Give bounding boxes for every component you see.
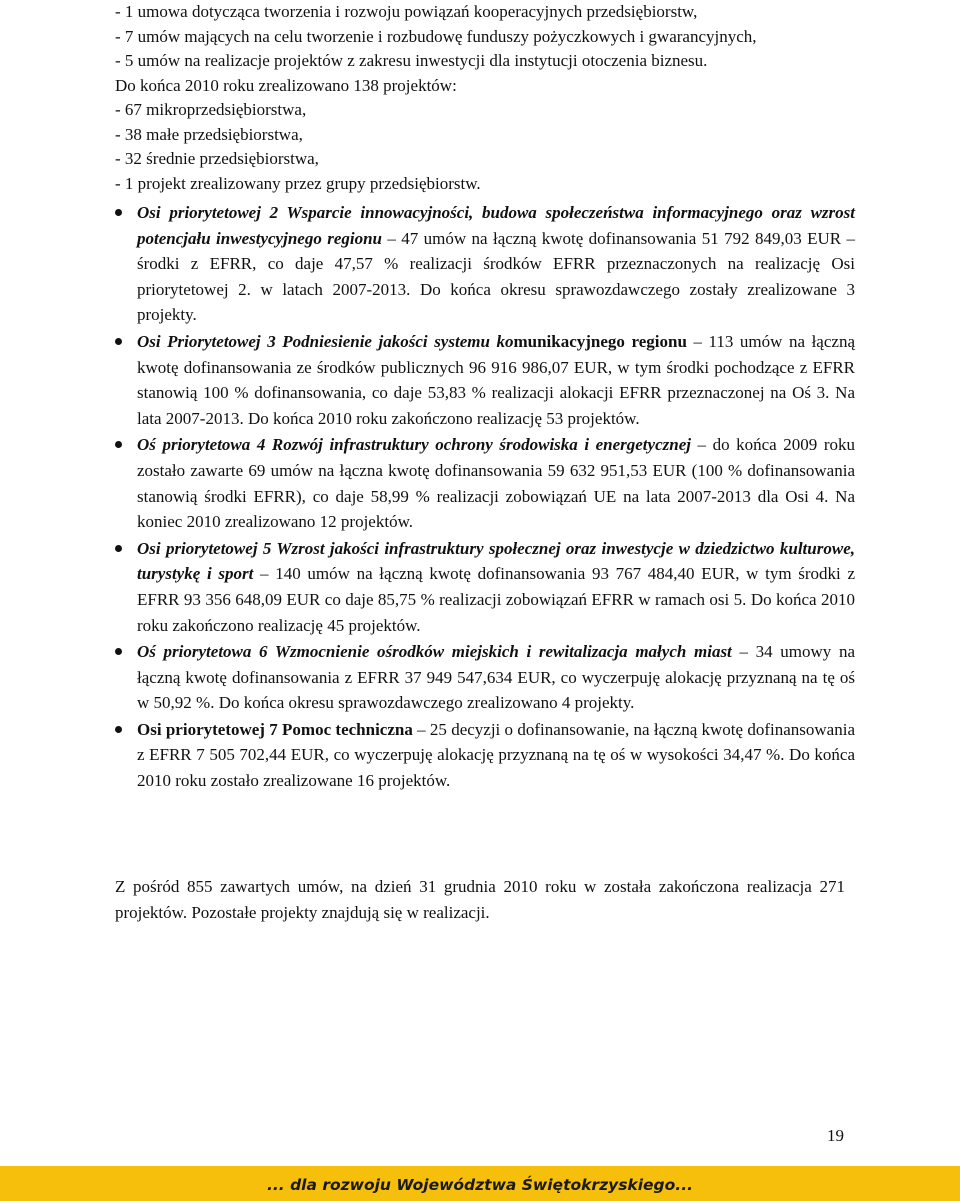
intro-line: - 67 mikroprzedsiębiorstwa, bbox=[115, 100, 307, 119]
bullet-icon bbox=[115, 209, 122, 216]
closing-paragraph: Z pośród 855 zawartych umów, na dzień 31 grudnia 2010 roku w została zakończona realizacja 271 projektów. Pozostałe projekty znajdują się w realizacji. bbox=[115, 877, 845, 922]
bullet-icon bbox=[115, 338, 122, 345]
intro-block bbox=[115, 0, 855, 196]
axis-description: – 113 umów na łączną kwotę dofinansowania ze środków publicznych 96 916 986,07 EUR, w tym środki pochodzące z EFRR stanowią 100 % dofinansowania, co daje 53,83 % realizacji alokacji EFRR przeznaczonej na Oś 3. Na lata 2007-2013. Do końca 2010 roku zakończono realizację 53 projektów. bbox=[137, 331, 855, 428]
axis-description: – 34 umowy na łączną kwotę dofinansowania z EFRR 37 949 547,634 EUR, co wyczerpuję alokację przyznaną na tę oś w 50,92 %. Do końca okresu sprawozdawczego zrealizowano 4 projekty. bbox=[137, 642, 855, 713]
list-item-axis-4 bbox=[115, 432, 855, 534]
axis-title: Osi priorytetowej 2 Wsparcie innowacyjności, budowa społeczeństwa informacyjnego oraz wzrost potencjału inwestycyjnego regionu bbox=[137, 203, 855, 248]
page-number: 19 bbox=[827, 1126, 844, 1145]
axis-title: Oś priorytetowa 6 Wzmocnienie ośrodków miejskich i rewitalizacja małych miast bbox=[137, 642, 732, 662]
intro-line: - 32 średnie przedsiębiorstwa, bbox=[115, 149, 319, 168]
axis-description: – do końca 2009 roku zostało zawarte 69 umów na łączna kwotę dofinansowania 59 632 951,53 EUR (100 % dofinansowania stanowią środki EFRR), co daje 58,99 % realizacji zobowiązań UE na lata 2007-2013 dla Osi 4. Na koniec 2010 zrealizowano 12 projektów. bbox=[137, 435, 855, 532]
axis-title: Osi priorytetowej 5 Wzrost jakości infrastruktury społecznej oraz inwestycje w dziedzictwo kulturowe, turystykę i sport bbox=[137, 538, 855, 584]
list-item-axis-3 bbox=[115, 329, 855, 431]
intro-line: - 5 umów na realizacje projektów z zakresu inwestycji dla instytucji otoczenia biznesu. bbox=[115, 51, 708, 70]
bullet-icon bbox=[115, 648, 122, 655]
bullet-icon bbox=[115, 545, 122, 552]
axis-description: – 25 decyzji o dofinansowanie, na łączną kwotę dofinansowania z EFRR 7 505 702,44 EUR, co wyczerpuję alokację przyznaną na tę oś w wysokości 34,47 %. Do końca 2010 roku zostało zrealizowane 16 projektów. bbox=[137, 719, 855, 791]
intro-line: - 1 projekt zrealizowany przez grupy przedsiębiorstw. bbox=[115, 173, 481, 193]
footer-slogan: ... dla rozwoju Województwa Świętokrzyskiego... bbox=[267, 1176, 693, 1194]
priority-axes-list bbox=[115, 200, 855, 794]
axis-title-bold: Osi priorytetowej 7 Pomoc techniczna bbox=[137, 719, 413, 739]
list-item-axis-2 bbox=[115, 200, 855, 328]
axis-title-bold: munikacyjnego regionu bbox=[513, 331, 687, 351]
list-item-axis-5 bbox=[115, 536, 855, 638]
list-item-axis-7 bbox=[115, 717, 855, 794]
bullet-icon bbox=[115, 441, 122, 448]
intro-line: Do końca 2010 roku zrealizowano 138 projektów: bbox=[115, 75, 457, 95]
axis-description: – 47 umów na łączną kwotę dofinansowania 51 792 849,03 EUR – środki z EFRR, co daje 47,57 % realizacji środków EFRR przeznaczonych na realizację Osi priorytetowej 2. w latach 2007-2013. Do końca okresu sprawozdawczego zostały zrealizowane 3 projekty. bbox=[137, 228, 855, 325]
intro-line: - 7 umów mających na celu tworzenie i rozbudowę funduszy pożyczkowych i gwarancyjnych, bbox=[115, 26, 757, 46]
intro-line: - 38 małe przedsiębiorstwa, bbox=[115, 124, 303, 144]
axis-title: Oś priorytetowa 4 Rozwój infrastruktury ochrony środowiska i energetycznej bbox=[137, 435, 691, 455]
footer-banner bbox=[0, 1166, 960, 1201]
intro-line: - 1 umowa dotycząca tworzenia i rozwoju powiązań kooperacyjnych przedsiębiorstw, bbox=[115, 2, 698, 21]
list-item-axis-6 bbox=[115, 639, 855, 716]
axis-description: – 140 umów na łączną kwotę dofinansowania 93 767 484,40 EUR, w tym środki z EFRR 93 356 648,09 EUR co daje 85,75 % realizacji zobowiązań EFRR w ramach osi 5. Do końca 2010 roku zakończono realizację 45 projektów. bbox=[137, 564, 855, 635]
bullet-icon bbox=[115, 726, 122, 733]
axis-title: Osi Priorytetowej 3 Podniesienie jakości systemu ko bbox=[137, 331, 514, 351]
